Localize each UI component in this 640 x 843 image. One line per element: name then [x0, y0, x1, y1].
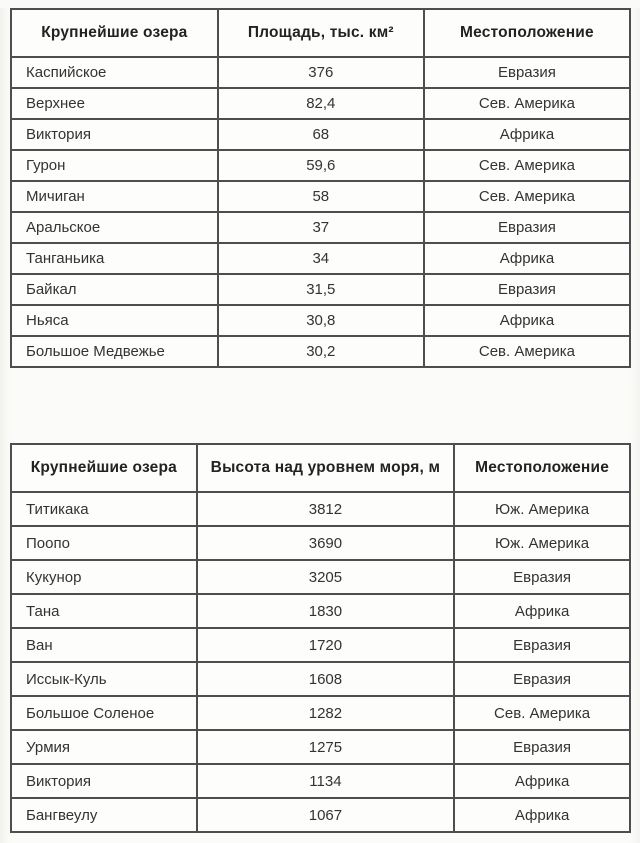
lake-name-cell: Виктория — [11, 119, 218, 150]
value-cell: 68 — [218, 119, 424, 150]
table-row — [11, 560, 630, 594]
lake-name-cell: Каспийское — [11, 57, 218, 88]
location-cell: Сев. Америка — [424, 150, 630, 181]
lakes-area-table — [10, 8, 631, 368]
table-row — [11, 764, 630, 798]
lakes-elevation-table-body — [11, 492, 630, 832]
table-row — [11, 274, 630, 305]
location-cell: Африка — [454, 764, 630, 798]
lakes-area-table-header — [11, 9, 630, 57]
table-row — [11, 88, 630, 119]
lakes-area-table-body — [11, 57, 630, 367]
lake-name-cell: Тана — [11, 594, 197, 628]
table-row — [11, 57, 630, 88]
lake-name-cell: Аральское — [11, 212, 218, 243]
lakes-elevation-table-header — [11, 444, 630, 492]
lake-name-cell: Танганьика — [11, 243, 218, 274]
location-cell: Африка — [424, 243, 630, 274]
table-row — [11, 336, 630, 367]
value-cell: 31,5 — [218, 274, 424, 305]
lake-name-cell: Гурон — [11, 150, 218, 181]
location-cell: Сев. Америка — [454, 696, 630, 730]
location-cell: Евразия — [454, 730, 630, 764]
scanned-document-page — [0, 8, 640, 843]
value-cell: 30,2 — [218, 336, 424, 367]
location-cell: Африка — [454, 798, 630, 832]
lake-name-cell: Байкал — [11, 274, 218, 305]
table-row — [11, 662, 630, 696]
header-row — [11, 444, 630, 492]
table-row — [11, 696, 630, 730]
value-cell: 34 — [218, 243, 424, 274]
location-cell: Евразия — [424, 212, 630, 243]
location-cell: Юж. Америка — [454, 526, 630, 560]
location-cell: Юж. Америка — [454, 492, 630, 526]
lake-name-cell: Ньяса — [11, 305, 218, 336]
location-cell: Сев. Америка — [424, 181, 630, 212]
table-row — [11, 798, 630, 832]
value-cell: 3690 — [197, 526, 455, 560]
lake-name-cell: Кукунор — [11, 560, 197, 594]
col-header-location: Местоположение — [454, 444, 630, 492]
lake-name-cell: Урмия — [11, 730, 197, 764]
value-cell: 59,6 — [218, 150, 424, 181]
value-cell: 3812 — [197, 492, 455, 526]
location-cell: Сев. Америка — [424, 336, 630, 367]
lake-name-cell: Ван — [11, 628, 197, 662]
value-cell: 3205 — [197, 560, 455, 594]
table-row — [11, 628, 630, 662]
location-cell: Евразия — [424, 274, 630, 305]
col-header-location: Местоположение — [424, 9, 630, 57]
lake-name-cell: Виктория — [11, 764, 197, 798]
value-cell: 376 — [218, 57, 424, 88]
table-row — [11, 181, 630, 212]
location-cell: Евразия — [424, 57, 630, 88]
value-cell: 1134 — [197, 764, 455, 798]
col-header-area: Площадь, тыс. км² — [218, 9, 424, 57]
value-cell: 1830 — [197, 594, 455, 628]
lake-name-cell: Поопо — [11, 526, 197, 560]
lake-name-cell: Верхнее — [11, 88, 218, 119]
table-row — [11, 243, 630, 274]
table-row — [11, 594, 630, 628]
location-cell: Евразия — [454, 560, 630, 594]
lake-name-cell: Мичиган — [11, 181, 218, 212]
lake-name-cell: Иссык-Куль — [11, 662, 197, 696]
table-row — [11, 212, 630, 243]
value-cell: 1275 — [197, 730, 455, 764]
value-cell: 1282 — [197, 696, 455, 730]
table-row — [11, 526, 630, 560]
lake-name-cell: Большое Соленое — [11, 696, 197, 730]
value-cell: 82,4 — [218, 88, 424, 119]
location-cell: Африка — [454, 594, 630, 628]
value-cell: 58 — [218, 181, 424, 212]
col-header-elevation: Высота над уровнем моря, м — [197, 444, 455, 492]
table-row — [11, 119, 630, 150]
col-header-lake-name: Крупнейшие озера — [11, 444, 197, 492]
value-cell: 1720 — [197, 628, 455, 662]
lake-name-cell: Большое Медвежье — [11, 336, 218, 367]
value-cell: 1067 — [197, 798, 455, 832]
location-cell: Африка — [424, 305, 630, 336]
col-header-lake-name: Крупнейшие озера — [11, 9, 218, 57]
lake-name-cell: Титикака — [11, 492, 197, 526]
table-row — [11, 305, 630, 336]
header-row — [11, 9, 630, 57]
location-cell: Африка — [424, 119, 630, 150]
table-row — [11, 492, 630, 526]
table-row — [11, 730, 630, 764]
lakes-elevation-table — [10, 443, 631, 833]
location-cell: Сев. Америка — [424, 88, 630, 119]
table-row — [11, 150, 630, 181]
value-cell: 1608 — [197, 662, 455, 696]
value-cell: 30,8 — [218, 305, 424, 336]
value-cell: 37 — [218, 212, 424, 243]
location-cell: Евразия — [454, 662, 630, 696]
location-cell: Евразия — [454, 628, 630, 662]
lake-name-cell: Бангвеулу — [11, 798, 197, 832]
